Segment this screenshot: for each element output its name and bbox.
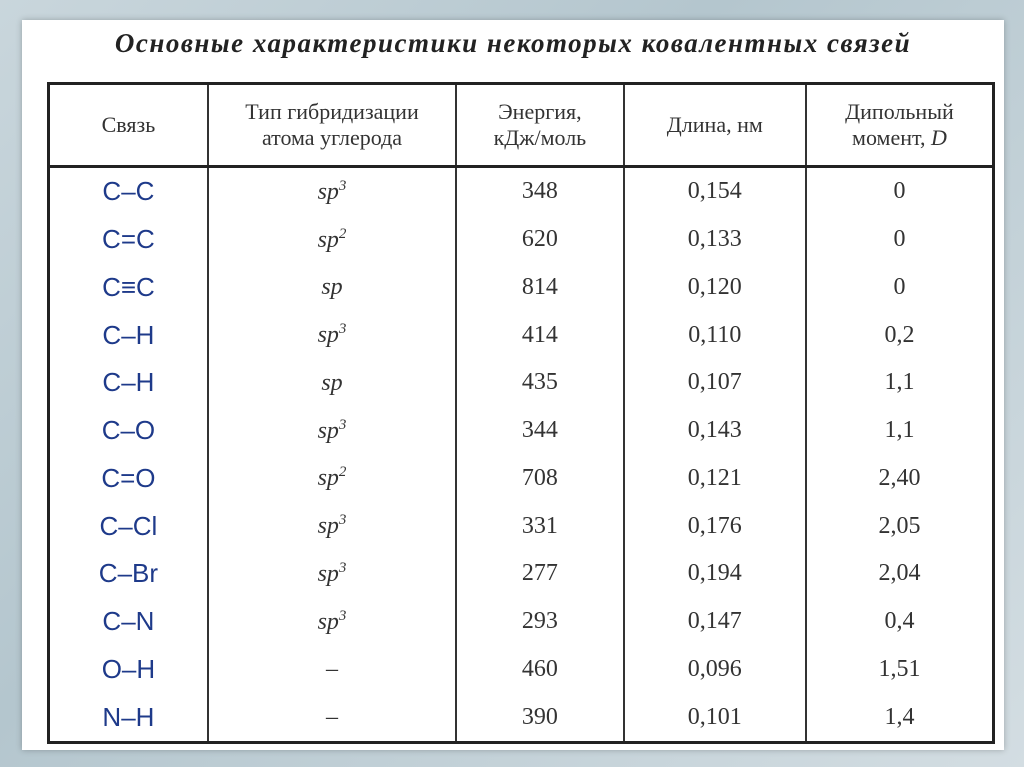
table-row	[49, 502, 994, 550]
bond-cell: C–Cl	[49, 502, 208, 550]
length-cell: 0,121	[624, 454, 806, 502]
length-cell: 0,110	[624, 311, 806, 359]
bond-cell: C–C	[49, 167, 208, 216]
header-energy: Энергия, кДж/моль	[456, 84, 623, 167]
energy-cell: 293	[456, 598, 623, 646]
table-row	[49, 454, 994, 502]
dipole-cell: 1,51	[806, 645, 994, 693]
dipole-cell: 0	[806, 216, 994, 264]
hybridization-cell: sp	[208, 264, 456, 312]
table-row	[49, 216, 994, 264]
length-cell: 0,096	[624, 645, 806, 693]
header-dipole: Дипольный момент, D	[806, 84, 994, 167]
dipole-cell: 1,4	[806, 693, 994, 742]
dipole-cell: 2,40	[806, 454, 994, 502]
bond-cell: C=O	[49, 454, 208, 502]
header-row	[49, 84, 994, 167]
hybridization-cell: $sp^3$	[208, 407, 456, 455]
table-row	[49, 264, 994, 312]
hybridization-exponent: 3	[338, 321, 347, 338]
energy-cell: 344	[456, 407, 623, 455]
header-hybridization: Тип гибридизации атома углерода	[208, 84, 456, 167]
hybridization-cell: –	[208, 645, 456, 693]
hybridization-cell: $sp^3$	[208, 502, 456, 550]
dipole-cell: 2,05	[806, 502, 994, 550]
hybridization-exponent: 3	[338, 512, 347, 529]
bond-cell: C=C	[49, 216, 208, 264]
length-cell: 0,154	[624, 167, 806, 216]
energy-cell: 814	[456, 264, 623, 312]
hybridization-exponent: 3	[338, 559, 347, 576]
bond-cell: C–H	[49, 359, 208, 407]
hybridization-exponent: 3	[338, 177, 347, 194]
hybridization-cell: $sp^2$	[208, 454, 456, 502]
hybridization-exponent: 2	[338, 464, 347, 481]
hybridization-cell: –	[208, 693, 456, 742]
energy-cell: 331	[456, 502, 623, 550]
table-row	[49, 167, 994, 216]
energy-cell: 414	[456, 311, 623, 359]
hybridization-exponent: 2	[338, 225, 347, 242]
hybridization-cell: sp	[208, 359, 456, 407]
bond-cell: O–H	[49, 645, 208, 693]
dipole-cell: 0	[806, 264, 994, 312]
dipole-cell: 1,1	[806, 407, 994, 455]
dipole-cell: 0,4	[806, 598, 994, 646]
length-cell: 0,120	[624, 264, 806, 312]
bond-characteristics-table	[47, 82, 995, 744]
hybridization-exponent: 3	[338, 607, 347, 624]
table-row	[49, 359, 994, 407]
hybridization-cell: $sp^3$	[208, 550, 456, 598]
header-length: Длина, нм	[624, 84, 806, 167]
table-row	[49, 311, 994, 359]
bond-cell: N–H	[49, 693, 208, 742]
table-row	[49, 598, 994, 646]
hybridization-cell: $sp^3$	[208, 167, 456, 216]
length-cell: 0,101	[624, 693, 806, 742]
energy-cell: 620	[456, 216, 623, 264]
length-cell: 0,176	[624, 502, 806, 550]
dipole-cell: 0,2	[806, 311, 994, 359]
energy-cell: 435	[456, 359, 623, 407]
bond-cell: C–O	[49, 407, 208, 455]
hybridization-cell: $sp^3$	[208, 598, 456, 646]
bond-cell: C≡C	[49, 264, 208, 312]
length-cell: 0,107	[624, 359, 806, 407]
table-row	[49, 550, 994, 598]
dipole-cell: 0	[806, 167, 994, 216]
bond-cell: C–Br	[49, 550, 208, 598]
dipole-cell: 1,1	[806, 359, 994, 407]
length-cell: 0,147	[624, 598, 806, 646]
energy-cell: 390	[456, 693, 623, 742]
header-bond: Связь	[49, 84, 208, 167]
length-cell: 0,133	[624, 216, 806, 264]
energy-cell: 348	[456, 167, 623, 216]
table-row	[49, 693, 994, 742]
bond-cell: C–N	[49, 598, 208, 646]
dipole-cell: 2,04	[806, 550, 994, 598]
table-title: Основные характеристики некоторых ковалентных связей	[114, 28, 912, 58]
bond-cell: C–H	[49, 311, 208, 359]
length-cell: 0,194	[624, 550, 806, 598]
energy-cell: 277	[456, 550, 623, 598]
table-row	[49, 407, 994, 455]
hybridization-cell: $sp^3$	[208, 311, 456, 359]
length-cell: 0,143	[624, 407, 806, 455]
table-row	[49, 645, 994, 693]
hybridization-exponent: 3	[338, 416, 347, 433]
energy-cell: 708	[456, 454, 623, 502]
hybridization-cell: $sp^2$	[208, 216, 456, 264]
energy-cell: 460	[456, 645, 623, 693]
